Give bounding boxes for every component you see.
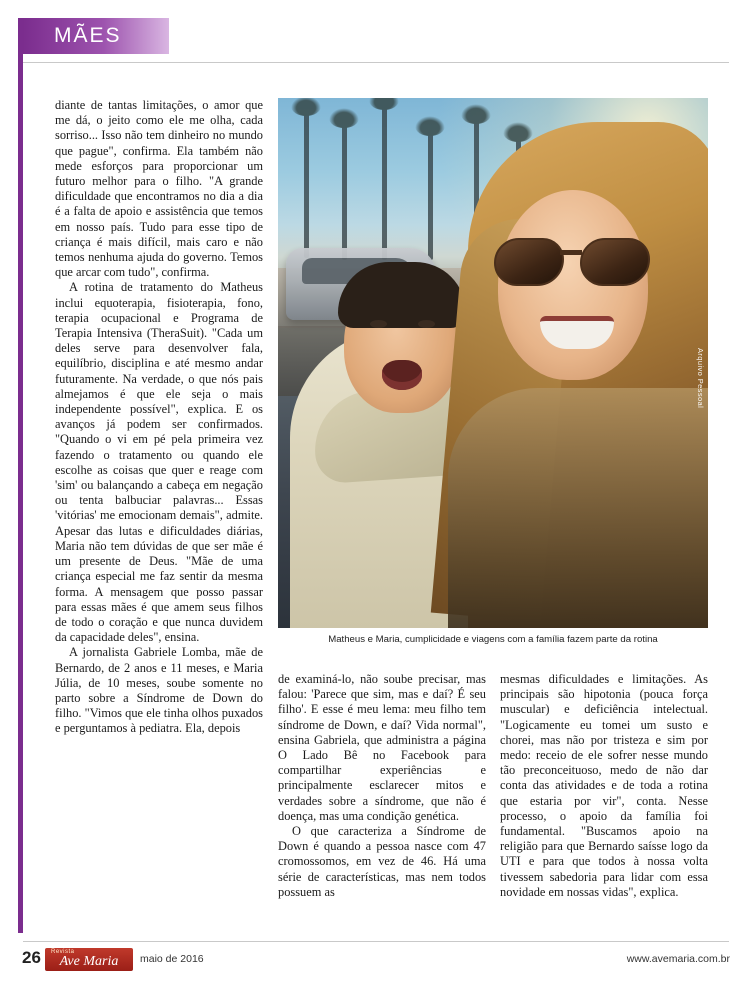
logo-wordmark: Ave Maria (59, 954, 119, 969)
palm-tree-icon (304, 108, 309, 258)
article-photo (278, 98, 708, 628)
paragraph: A jornalista Gabriele Lomba, mãe de Bernardo, de 2 anos e 11 meses, e Maria Júlia, de 10 meses, soube somente no parto sobre a Síndrome de Down do filho. "Vimos que ele tinha olhos puxados e perguntamos à pediatra. Ela, depois (55, 645, 263, 736)
page-title: MÃES (54, 24, 122, 47)
photo-child-eye (418, 320, 435, 328)
paragraph: mesmas dificuldades e limitações. As principais são hipotonia (pouca força muscular) e deficiência intelectual. "Logicamente eu tomei um susto e chorei, mas não por tristeza e sim por medo: receio de ele sofrer nesse mundo tão preconceituoso, medo de não dar conta das atividades e de toda a rotina que estaria por vir", conta. Nesse processo, o apoio da família foi fundamental. "Buscamos apoio na religião para que Bernardo saísse logo da UTI e para que todos à nossa volta tivessem sabedoria para lidar com essa novidade em nossas vidas", explica. (500, 672, 708, 899)
palm-tree-icon (382, 102, 387, 260)
photo-caption: Matheus e Maria, cumplicidade e viagens com a família fazem parte da rotina (328, 634, 658, 645)
header-divider (23, 62, 729, 63)
article-column-1 (55, 98, 263, 737)
photo-child-eye (370, 320, 387, 328)
paragraph: O que caracteriza a Síndrome de Down é quando a pessoa nasce com 47 cromossomos, em vez de 46. Há uma série de características, mas nem todos possuem as (278, 824, 486, 899)
footer-divider (23, 941, 729, 942)
left-accent-rule (18, 18, 23, 933)
paragraph: diante de tantas limitações, o amor que me dá, o jeito como ele me olha, cada sorriso... Isso não tem dinheiro no mundo que pague", confirma. Ela também não mede esforços para proporcionar um futuro melhor para o filho. "A grande dificuldade que encontramos no dia a dia é a falta de apoio e assistência que temos em nosso país. Tudo para esse tipo de criança é mais difícil, mais caro e não temos nenhuma ajuda do governo. Temos que arcar com tudo", confirma. (55, 98, 263, 280)
palm-tree-icon (342, 120, 347, 260)
paragraph: A rotina de tratamento do Matheus inclui equoterapia, fisioterapia, fono, terapia ocupacional e Programa de Terapia Intensiva (TheraSuit). "Cada um deles serve para desenvolver fala, equilíbrio, disciplina e até mesmo andar futuramente. Na verdade, o que nós pais almejamos é que ele seja o mais independente possível", explica. E os avanços já podem ser confirmados. "Quando o vi em pé pela primeira vez fazendo o tratamento ou quando ele escolhe as coisas que quer e reage com 'sim' ou balançando a cabeça em negação ou tenta balbuciar palavras... Essas 'vitórias' me emocionam demais", admite. Apesar das lutas e dificuldades diárias, Maria não tem dúvidas de que ser mãe é um presente de Deus. "Mãe de uma criança especial me faz sentir da mesma forma. A mensagem que posso passar para essas mães é que amem seus filhos de todo o coração e que nunca duvidem da capacidade deles", ensina. (55, 280, 263, 645)
paragraph: de examiná-lo, não soube precisar, mas falou: 'Parece que sim, mas e daí? É seu filho'. E esse é meu lema: meu filho tem síndrome de Down, e daí? Vida normal", ensina Gabriela, que administra a página O Lado Bê no Facebook para compartilhar experiências e principalmente esclarecer mitos e verdades sobre a síndrome, que não é doença, mas uma condição genética. (278, 672, 486, 823)
logo-kicker: Revista (51, 949, 75, 955)
palm-tree-icon (428, 128, 433, 260)
article-column-3 (500, 672, 708, 900)
photo-credit: Arquivo Pessoal (696, 348, 705, 409)
page-number: 26 (22, 948, 41, 967)
photo-child-mouth (382, 360, 422, 390)
sunglasses-icon (494, 238, 650, 284)
photo-woman-body (448, 388, 708, 628)
article-column-2 (278, 672, 486, 900)
photo-scene (278, 98, 708, 628)
issue-date: maio de 2016 (140, 953, 204, 965)
magazine-logo (45, 948, 133, 971)
website-url: www.avemaria.com.br (626, 953, 730, 965)
